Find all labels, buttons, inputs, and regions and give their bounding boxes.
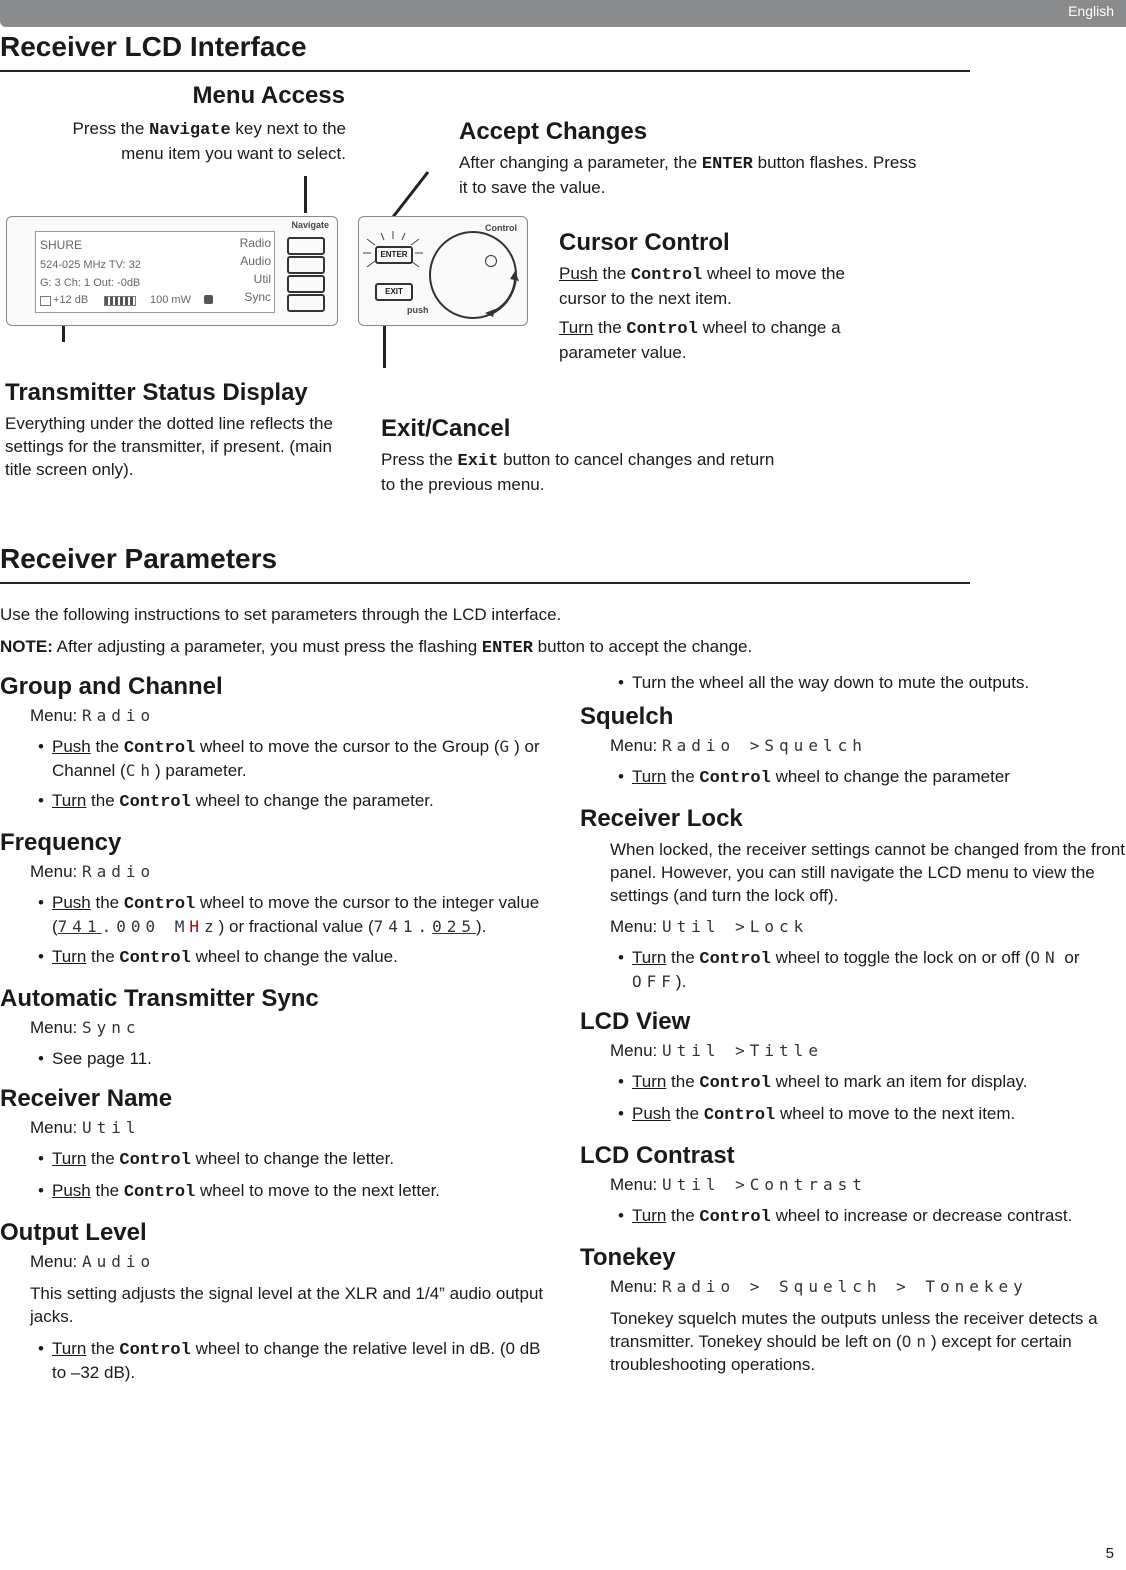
heading-group-channel: Group and Channel <box>0 673 223 700</box>
screen-menu-audio: Audio <box>240 254 271 268</box>
list-item: • Push the Control wheel to move the cursor to the integer value (741.000 MHz) or fractional value (741.025). <box>30 892 545 938</box>
callout-accept-changes-text: After changing a parameter, the ENTER button flashes. Press it to save the value. <box>459 153 917 197</box>
list-item: • Turn the wheel all the way down to mute the outputs. <box>610 672 1125 694</box>
callout-cursor-control-line2: Turn the Control wheel to change a parameter value. <box>559 318 841 362</box>
right-column <box>580 672 1125 1390</box>
output-level-block <box>0 1218 545 1384</box>
tonekey-block <box>580 1243 1125 1376</box>
menu-path: Menu: Util >Title <box>610 1041 823 1060</box>
page-number: 5 <box>1105 1545 1114 1562</box>
callout-menu-access-text: Press the Navigate key next to the menu item you want to select. <box>72 119 346 163</box>
callout-cursor-control-line1: Push the Control wheel to move the cursor to the next item. <box>559 264 845 308</box>
frequency-block <box>0 828 545 970</box>
screen-frequency-line: 524-025 MHz TV: 32 <box>40 259 141 271</box>
lcd-view-block <box>580 1007 1125 1127</box>
pointer-line-navigate <box>304 176 307 213</box>
list-item: • Turn the Control wheel to change the parameter. <box>30 790 545 814</box>
heading-lcd-view: LCD View <box>580 1008 691 1035</box>
wheel-dimple <box>485 255 497 267</box>
screen-group-line: G: 3 Ch: 1 Out: -0dB <box>40 277 141 289</box>
navigate-label: Navigate <box>291 220 329 230</box>
heading-auto-sync: Automatic Transmitter Sync <box>0 985 319 1012</box>
heading-lcd-contrast: LCD Contrast <box>580 1142 735 1169</box>
header-bar <box>0 0 1126 27</box>
menu-path: Menu: Radio > Squelch > Tonekey <box>610 1277 1028 1296</box>
callout-menu-access-title: Menu Access <box>192 82 345 109</box>
lcd-screen <box>35 231 275 313</box>
menu-path: Menu: Audio <box>30 1252 156 1271</box>
screen-power: 100 mW <box>150 294 191 306</box>
list-item: • Turn the Control wheel to change the parameter <box>610 766 1125 790</box>
callout-exit-cancel-text: Press the Exit button to cancel changes and return to the previous menu. <box>381 450 775 494</box>
section-rule <box>0 70 970 72</box>
heading-squelch: Squelch <box>580 703 674 730</box>
list-item: • Turn the Control wheel to mark an item for display. <box>610 1071 1125 1095</box>
list-item: • Push the Control wheel to move the cursor to the Group (G) or Channel (Ch) parameter. <box>30 736 545 782</box>
auto-sync-block <box>0 984 545 1070</box>
exit-button[interactable]: EXIT <box>375 283 413 301</box>
screen-menu-sync: Sync <box>244 290 271 304</box>
receiver-lock-block <box>580 804 1125 993</box>
menu-path: Menu: Radio <box>30 706 156 725</box>
list-item: • Push the Control wheel to move to the next letter. <box>30 1180 545 1204</box>
section-title-lcd-interface: Receiver LCD Interface <box>0 31 307 62</box>
heading-tonekey: Tonekey <box>580 1244 676 1271</box>
section-rule <box>0 582 970 584</box>
screen-menu-util: Util <box>253 272 271 286</box>
navigate-button-util[interactable] <box>287 275 325 293</box>
language-label: English <box>1068 3 1114 19</box>
navigate-button-audio[interactable] <box>287 256 325 274</box>
menu-path: Menu: Radio <box>30 862 156 881</box>
tonekey-description: Tonekey squelch mutes the outputs unless the receiver detects a transmitter. Tonekey should be left on (On) except for certain troubleshooting operations. <box>610 1309 1098 1374</box>
callout-transmitter-status-title: Transmitter Status Display <box>5 379 308 406</box>
lock-icon <box>204 295 213 304</box>
lcd-contrast-block <box>580 1141 1125 1229</box>
heading-output-level: Output Level <box>0 1219 147 1246</box>
list-item: • Turn the Control wheel to change the relative level in dB. (0 dB to –32 dB). <box>30 1338 545 1384</box>
screen-gain-icon <box>40 296 51 306</box>
control-wheel[interactable] <box>429 231 517 319</box>
menu-path: Menu: Util <box>30 1118 141 1137</box>
callout-transmitter-status-text: Everything under the dotted line reflects the settings for the transmitter, if present. (main title screen only). <box>5 414 333 479</box>
group-channel-block <box>0 672 545 814</box>
section-title-receiver-parameters: Receiver Parameters <box>0 543 278 574</box>
note-text: NOTE: After adjusting a parameter, you must press the flashing ENTER button to accept the change. <box>0 637 753 658</box>
heading-frequency: Frequency <box>0 829 122 856</box>
navigate-button-radio[interactable] <box>287 237 325 255</box>
control-label: Control <box>485 223 517 233</box>
left-column <box>0 672 545 1398</box>
list-item: • Turn the Control wheel to change the letter. <box>30 1148 545 1172</box>
output-level-description: This setting adjusts the signal level at the XLR and 1/4” audio output jacks. <box>30 1284 544 1326</box>
squelch-block <box>580 702 1125 790</box>
control-panel-diagram <box>358 216 528 326</box>
receiver-lock-description: When locked, the receiver settings cannot be changed from the front panel. However, you can still navigate the LCD menu to view the settings (and turn the lock off). <box>610 840 1126 905</box>
callout-cursor-control-title: Cursor Control <box>559 229 730 256</box>
intro-text: Use the following instructions to set parameters through the LCD interface. <box>0 605 562 624</box>
callout-accept-changes-title: Accept Changes <box>459 118 648 145</box>
menu-path: Menu: Util >Lock <box>610 917 809 936</box>
lcd-panel-diagram <box>6 216 338 326</box>
menu-path: Menu: Sync <box>30 1018 141 1037</box>
menu-path: Menu: Radio >Squelch <box>610 736 867 755</box>
list-item: • Turn the Control wheel to toggle the lock on or off (ON or OFF). <box>610 947 1125 993</box>
navigate-button-sync[interactable] <box>287 294 325 312</box>
screen-menu-radio: Radio <box>239 236 271 250</box>
battery-icon <box>104 296 136 306</box>
screen-gain: +12 dB <box>53 294 89 306</box>
list-item: • Turn the Control wheel to change the value. <box>30 946 545 970</box>
list-item: • See page 11. <box>30 1048 545 1070</box>
screen-brand: SHURE <box>40 238 83 252</box>
callout-exit-cancel-title: Exit/Cancel <box>381 415 511 442</box>
enter-button[interactable]: ENTER <box>375 246 413 264</box>
menu-path: Menu: Util >Contrast <box>610 1175 867 1194</box>
list-item: • Push the Control wheel to move to the next item. <box>610 1103 1125 1127</box>
push-label: push <box>407 305 429 315</box>
receiver-name-block <box>0 1084 545 1204</box>
list-item: • Turn the Control wheel to increase or decrease contrast. <box>610 1205 1125 1229</box>
heading-receiver-name: Receiver Name <box>0 1085 173 1112</box>
heading-receiver-lock: Receiver Lock <box>580 805 743 832</box>
